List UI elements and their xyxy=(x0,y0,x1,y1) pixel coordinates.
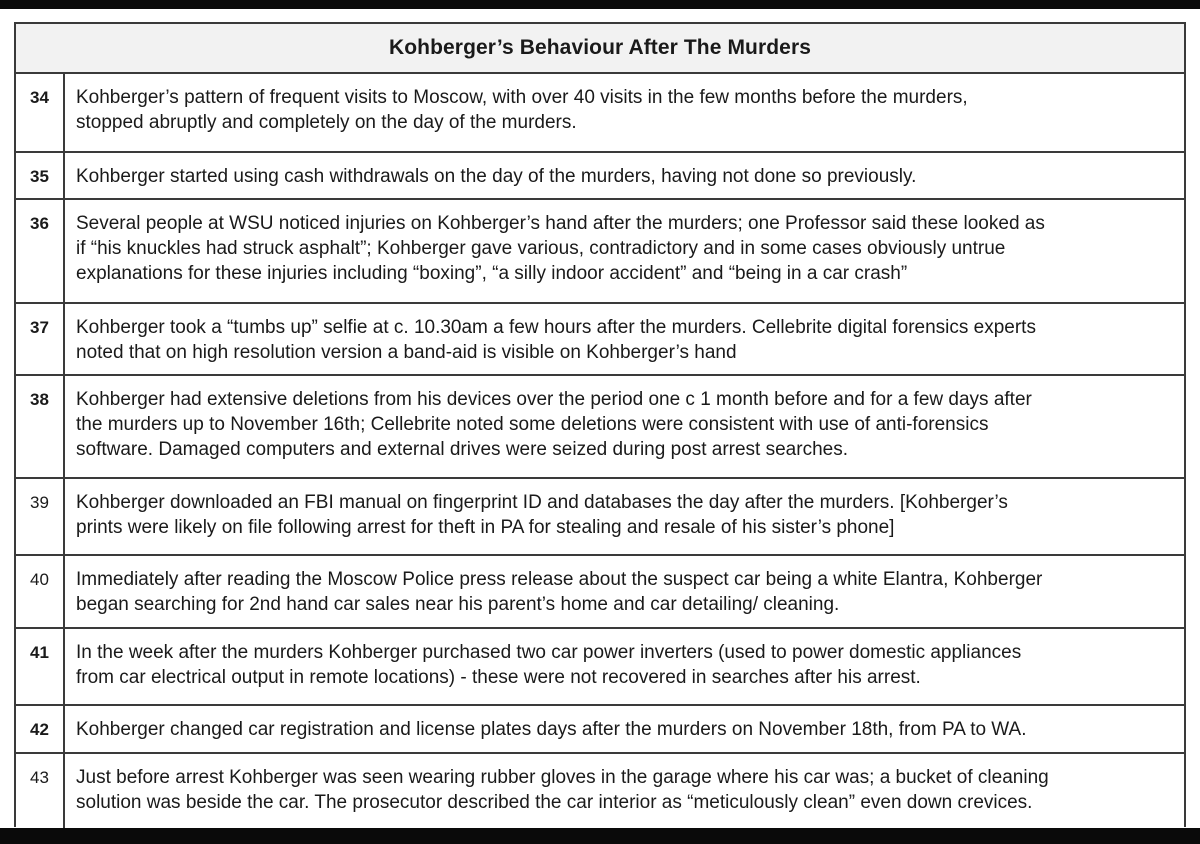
row-text: In the week after the murders Kohberger purchased two car power inverters (used to power domestic appliances from car electrical output in remote locations) - these were not recovered in searches after his arrest. xyxy=(76,642,1022,688)
row-number: 34 xyxy=(16,74,65,151)
behaviour-table xyxy=(14,22,1186,827)
row-text: Kohberger started using cash withdrawals on the day of the murders, having not done so previously. xyxy=(76,166,917,187)
row-text: Kohberger downloaded an FBI manual on fingerprint ID and databases the day after the murders. [Kohberger’s prints were likely on file following arrest for theft in PA for stealing and resale of his sister’s phone] xyxy=(76,492,1008,538)
row-text: Several people at WSU noticed injuries on Kohberger’s hand after the murders; one Professor said these looked as if “his knuckles had struck asphalt”; Kohberger gave various, contradictory and in some cases obviously untrue explanations for these injuries including “boxing”, “a silly indoor accident” and “being in a car crash” xyxy=(76,213,1045,284)
bottom-border-bar xyxy=(0,828,1200,844)
table-row xyxy=(16,153,1184,200)
row-text: Kohberger changed car registration and license plates days after the murders on November 18th, from PA to WA. xyxy=(76,719,1027,740)
row-number: 41 xyxy=(16,629,65,704)
table-row xyxy=(16,200,1184,304)
row-number: 37 xyxy=(16,304,65,374)
row-number: 42 xyxy=(16,706,65,752)
row-text: Kohberger had extensive deletions from his devices over the period one c 1 month before and for a few days after the murders up to November 16th; Cellebrite noted some deletions were consistent with use of anti-forensics software. Damaged computers and external drives were seized during post arrest searches. xyxy=(76,389,1032,460)
row-number: 43 xyxy=(16,754,65,829)
table-row xyxy=(16,74,1184,153)
row-number: 35 xyxy=(16,153,65,198)
row-number: 36 xyxy=(16,200,65,302)
table-row xyxy=(16,479,1184,556)
table-row xyxy=(16,304,1184,376)
table-row xyxy=(16,754,1184,829)
table-row xyxy=(16,706,1184,754)
table-row xyxy=(16,556,1184,629)
table-row xyxy=(16,629,1184,706)
row-number: 38 xyxy=(16,376,65,477)
row-text: Immediately after reading the Moscow Police press release about the suspect car being a white Elantra, Kohberger began searching for 2nd hand car sales near his parent’s home and car detailing/ cleaning. xyxy=(76,569,1043,615)
row-number: 40 xyxy=(16,556,65,627)
row-number: 39 xyxy=(16,479,65,554)
row-text: Just before arrest Kohberger was seen wearing rubber gloves in the garage where his car was; a bucket of cleaning solution was beside the car. The prosecutor described the car interior as “meticulously clean” even down crevices. xyxy=(76,767,1049,813)
row-text: Kohberger’s pattern of frequent visits to Moscow, with over 40 visits in the few months before the murders, stopped abruptly and completely on the day of the murders. xyxy=(76,87,968,133)
table-row xyxy=(16,376,1184,479)
table-title: Kohberger’s Behaviour After The Murders xyxy=(16,24,1184,74)
row-text: Kohberger took a “tumbs up” selfie at c. 10.30am a few hours after the murders. Cellebrite digital forensics experts noted that on high resolution version a band-aid is visible on Kohberger’s hand xyxy=(76,317,1036,363)
top-border-bar xyxy=(0,0,1200,9)
